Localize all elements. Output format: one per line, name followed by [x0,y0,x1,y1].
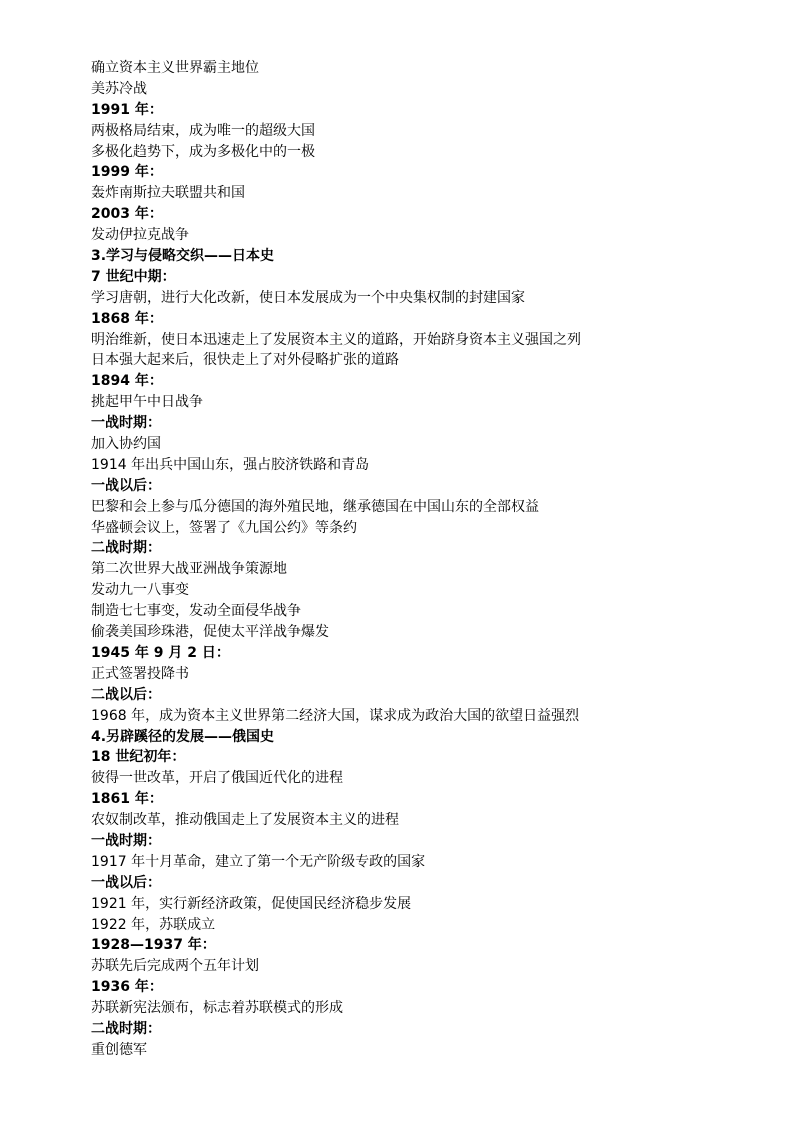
section-heading: 18 世纪初年： [91,749,186,766]
document-page [91,58,751,1061]
body-text-line: 华盛顿会议上，签署了《九国公约》等条约 [91,519,357,536]
section-heading: 2003 年： [91,206,163,223]
section-heading: 7 世纪中期： [91,268,176,285]
body-text-line: 挑起甲午中日战争 [91,394,203,411]
body-text-line: 多极化趋势下，成为多极化中的一极 [91,143,315,160]
body-text-line: 偷袭美国珍珠港，促使太平洋战争爆发 [91,624,329,641]
section-heading: 1991 年： [91,101,163,118]
body-text-line: 1968 年，成为资本主义世界第二经济大国，谋求成为政治大国的欲望日益强烈 [91,707,580,724]
body-text-line: 制造七七事变，发动全面侵华战争 [91,603,301,620]
body-text-line: 明治维新，使日本迅速走上了发展资本主义的道路，开始跻身资本主义强国之列 [91,331,581,348]
body-text-line: 1921 年，实行新经济政策，促使国民经济稳步发展 [91,895,412,912]
body-text-line: 发动九一八事变 [91,582,189,599]
body-text-line: 农奴制改革，推动俄国走上了发展资本主义的进程 [91,812,399,829]
body-text-line: 正式签署投降书 [91,665,189,682]
body-text-line: 日本强大起来后，很快走上了对外侵略扩张的道路 [91,352,399,369]
section-heading: 一战以后： [91,874,161,891]
body-text-line: 确立资本主义世界霸主地位 [91,60,259,76]
section-heading: 一战时期： [91,415,161,432]
section-heading: 二战时期： [91,540,161,557]
section-heading: 1945 年 9 月 2 日： [91,644,230,661]
body-text-line: 加入协约国 [91,436,161,453]
body-text-line: 两极格局结束，成为唯一的超级大国 [91,122,315,139]
section-heading: 二战时期： [91,1020,161,1037]
section-heading: 1936 年： [91,979,163,996]
body-text-line: 学习唐朝，进行大化改新，使日本发展成为一个中央集权制的封建国家 [91,289,525,306]
body-text-line: 轰炸南斯拉夫联盟共和国 [91,185,245,202]
body-text-line: 苏联新宪法颁布，标志着苏联模式的形成 [91,1000,343,1017]
section-heading: 1999 年： [91,164,163,181]
section-heading: 1861 年： [91,791,163,808]
section-heading: 一战以后： [91,477,161,494]
body-text-line: 1914 年出兵中国山东，强占胶济铁路和青岛 [91,456,370,473]
body-text-line: 重创德军 [91,1041,147,1058]
section-heading: 一战时期： [91,832,161,849]
body-text-line: 1922 年，苏联成立 [91,916,216,933]
section-heading: 3.学习与侵略交织——日本史 [91,248,275,265]
body-text-line: 发动伊拉克战争 [91,227,189,244]
section-heading: 4.另辟蹊径的发展——俄国史 [91,728,275,745]
body-text-line: 1917 年十月革命，建立了第一个无产阶级专政的国家 [91,853,426,870]
body-text-line: 彼得一世改革，开启了俄国近代化的进程 [91,770,343,787]
body-text-line: 第二次世界大战亚洲战争策源地 [91,561,287,578]
section-heading: 1894 年： [91,373,163,390]
section-heading: 1868 年： [91,310,163,327]
body-text-line: 美苏冷战 [91,80,147,97]
body-text-line: 巴黎和会上参与瓜分德国的海外殖民地，继承德国在中国山东的全部权益 [91,498,539,515]
section-heading: 二战以后： [91,686,161,703]
section-heading: 1928—1937 年： [91,937,216,954]
body-text-line: 苏联先后完成两个五年计划 [91,958,259,975]
